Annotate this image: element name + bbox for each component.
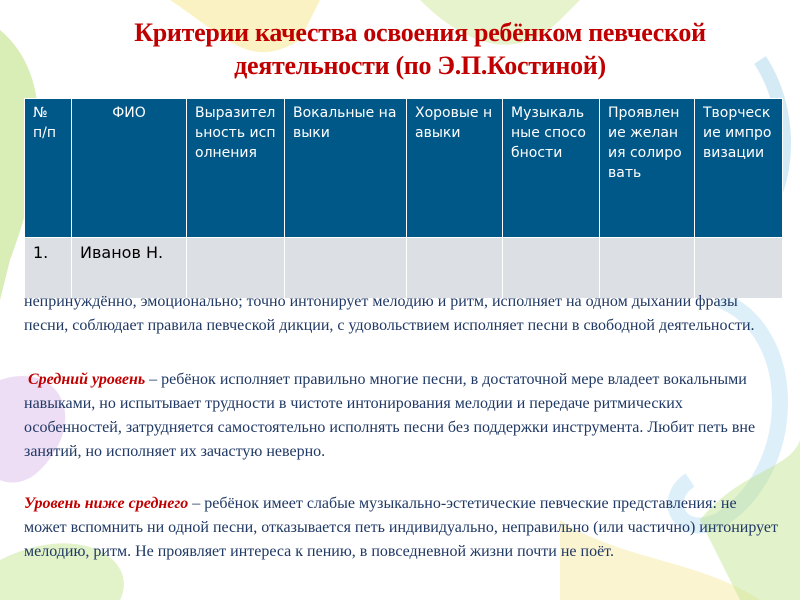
middle-level-paragraph xyxy=(24,368,782,464)
middle-level-text: – ребёнок исполняет правильно многие песни, в достаточной мере владеет вокальными навыками, но испытывает трудности в чистоте интонирования мелодии и передаче ритмических особенностей, затрудняется самостоятельно исполнять песни без поддержки инструмента. Любит петь вне занятий, но исполняет их зачастую неверно. xyxy=(24,371,756,460)
slide-title xyxy=(60,16,780,82)
table-header-row xyxy=(25,99,783,238)
criteria-table xyxy=(24,98,783,299)
header-cell-expressiveness: Выразительность исполнения xyxy=(187,99,285,238)
header-cell-solo-desire: Проявление желания солировать xyxy=(600,99,695,238)
header-cell-name: ФИО xyxy=(72,99,187,238)
title-line-2: деятельности (по Э.П.Костиной) xyxy=(234,51,606,80)
row-name-cell: Иванов Н. xyxy=(72,238,187,299)
title-line-1: Критерии качества освоения ребёнком певческой xyxy=(134,18,706,47)
low-level-paragraph xyxy=(24,492,782,564)
low-level-text: – ребёнок имеет слабые музыкально-эстетические певческие представления: не может вспомнить ни одной песни, отказывается петь индивидуально, неправильно (или частично) интонирует мелодию, ритм. Не проявляет интереса к пению, в повседневной жизни почти не поёт. xyxy=(24,495,779,560)
header-cell-musical-abilities: Музыкальные способности xyxy=(503,99,600,238)
header-cell-vocal-skills: Вокальные навыки xyxy=(285,99,407,238)
high-level-description: непринуждённо, эмоционально; точно интонирует мелодию и ритм, исполняет на одном дыхании фразы песни, соблюдает правила певческой дикции, с удовольствием исполняет песни в свободной деятельности. xyxy=(24,293,755,334)
header-cell-choral-skills: Хоровые навыки xyxy=(407,99,503,238)
row-number-cell: 1. xyxy=(25,238,72,299)
header-cell-number: № п/п xyxy=(25,99,72,238)
header-cell-improvisation: Творческие импровизации xyxy=(695,99,783,238)
low-level-label: Уровень ниже среднего xyxy=(24,495,189,512)
middle-level-label: Средний уровень xyxy=(28,371,146,388)
